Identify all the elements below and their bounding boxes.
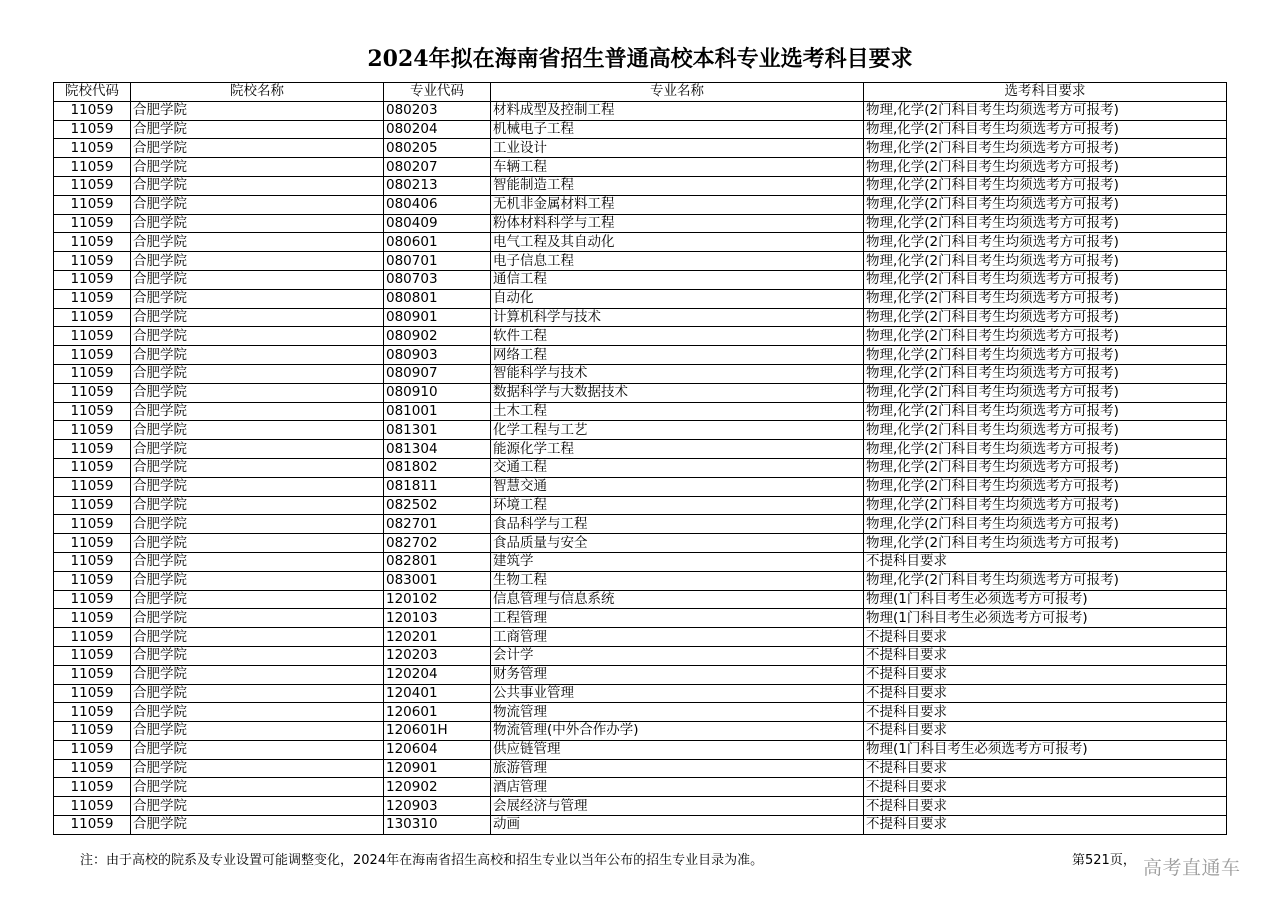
table-row [54, 176, 1227, 195]
table-row [54, 609, 1227, 628]
school-name-cell: 合肥学院 [131, 477, 384, 496]
major-code-cell: 082702 [384, 534, 491, 553]
table-row [54, 346, 1227, 365]
major-name-cell: 环境工程 [491, 496, 864, 515]
major-code-cell: 081001 [384, 402, 491, 421]
subject-requirement-cell: 物理,化学(2门科目考生均须选考方可报考) [864, 195, 1227, 214]
school-name-cell: 合肥学院 [131, 120, 384, 139]
header-major-code: 专业代码 [384, 83, 491, 102]
subject-requirement-cell: 物理,化学(2门科目考生均须选考方可报考) [864, 534, 1227, 553]
table-row [54, 120, 1227, 139]
header-subject-requirement: 选考科目要求 [864, 83, 1227, 102]
school-name-cell: 合肥学院 [131, 722, 384, 741]
table-row [54, 158, 1227, 177]
major-name-cell: 工商管理 [491, 628, 864, 647]
school-code-cell: 11059 [54, 402, 131, 421]
major-code-cell: 080409 [384, 214, 491, 233]
major-name-cell: 会计学 [491, 646, 864, 665]
subject-requirement-cell: 物理,化学(2门科目考生均须选考方可报考) [864, 440, 1227, 459]
major-name-cell: 公共事业管理 [491, 684, 864, 703]
school-code-cell: 11059 [54, 797, 131, 816]
subject-requirement-cell: 不提科目要求 [864, 703, 1227, 722]
school-name-cell: 合肥学院 [131, 214, 384, 233]
major-name-cell: 信息管理与信息系统 [491, 590, 864, 609]
major-code-cell: 080204 [384, 120, 491, 139]
school-code-cell: 11059 [54, 327, 131, 346]
school-code-cell: 11059 [54, 665, 131, 684]
school-code-cell: 11059 [54, 139, 131, 158]
subject-requirement-cell: 物理,化学(2门科目考生均须选考方可报考) [864, 214, 1227, 233]
major-name-cell: 车辆工程 [491, 158, 864, 177]
school-name-cell: 合肥学院 [131, 270, 384, 289]
table-row [54, 402, 1227, 421]
table-row [54, 233, 1227, 252]
major-code-cell: 120204 [384, 665, 491, 684]
major-name-cell: 物流管理(中外合作办学) [491, 722, 864, 741]
subject-requirement-cell: 物理,化学(2门科目考生均须选考方可报考) [864, 458, 1227, 477]
header-row [54, 83, 1227, 102]
table-row [54, 740, 1227, 759]
table-row [54, 308, 1227, 327]
table-row [54, 195, 1227, 214]
subject-requirement-cell: 物理,化学(2门科目考生均须选考方可报考) [864, 233, 1227, 252]
table-row [54, 327, 1227, 346]
major-name-cell: 粉体材料科学与工程 [491, 214, 864, 233]
major-code-cell: 081811 [384, 477, 491, 496]
major-code-cell: 120102 [384, 590, 491, 609]
major-name-cell: 动画 [491, 816, 864, 835]
major-name-cell: 旅游管理 [491, 759, 864, 778]
subject-requirement-cell: 物理,化学(2门科目考生均须选考方可报考) [864, 120, 1227, 139]
school-code-cell: 11059 [54, 308, 131, 327]
school-code-cell: 11059 [54, 440, 131, 459]
school-name-cell: 合肥学院 [131, 703, 384, 722]
subject-requirement-cell: 不提科目要求 [864, 628, 1227, 647]
footnote: 注：由于高校的院系及专业设置可能调整变化，2024年在海南省招生高校和招生专业以当年公布的招生专业目录为准。 [80, 853, 764, 868]
school-name-cell: 合肥学院 [131, 684, 384, 703]
subject-requirement-cell: 物理,化学(2门科目考生均须选考方可报考) [864, 346, 1227, 365]
school-code-cell: 11059 [54, 195, 131, 214]
header-major-name: 专业名称 [491, 83, 864, 102]
major-name-cell: 工程管理 [491, 609, 864, 628]
school-name-cell: 合肥学院 [131, 195, 384, 214]
major-code-cell: 120103 [384, 609, 491, 628]
major-name-cell: 自动化 [491, 289, 864, 308]
major-code-cell: 080907 [384, 364, 491, 383]
major-name-cell: 计算机科学与技术 [491, 308, 864, 327]
table-row [54, 383, 1227, 402]
subject-requirement-cell: 物理,化学(2门科目考生均须选考方可报考) [864, 364, 1227, 383]
school-code-cell: 11059 [54, 346, 131, 365]
subject-requirement-cell: 不提科目要求 [864, 759, 1227, 778]
subject-requirement-cell: 物理,化学(2门科目考生均须选考方可报考) [864, 158, 1227, 177]
subject-requirement-cell: 不提科目要求 [864, 722, 1227, 741]
major-name-cell: 化学工程与工艺 [491, 421, 864, 440]
school-name-cell: 合肥学院 [131, 101, 384, 120]
table-row [54, 440, 1227, 459]
table-row [54, 552, 1227, 571]
major-name-cell: 食品科学与工程 [491, 515, 864, 534]
major-code-cell: 082502 [384, 496, 491, 515]
header-school-code: 院校代码 [54, 83, 131, 102]
school-name-cell: 合肥学院 [131, 646, 384, 665]
subject-requirement-cell: 物理,化学(2门科目考生均须选考方可报考) [864, 571, 1227, 590]
school-name-cell: 合肥学院 [131, 628, 384, 647]
school-name-cell: 合肥学院 [131, 816, 384, 835]
table-row [54, 139, 1227, 158]
table-row [54, 515, 1227, 534]
school-name-cell: 合肥学院 [131, 665, 384, 684]
school-code-cell: 11059 [54, 703, 131, 722]
major-code-cell: 130310 [384, 816, 491, 835]
major-code-cell: 120201 [384, 628, 491, 647]
table-row [54, 590, 1227, 609]
major-name-cell: 工业设计 [491, 139, 864, 158]
requirements-table [53, 82, 1227, 835]
page-title: 2024年拟在海南省招生普通高校本科专业选考科目要求 [367, 46, 913, 72]
school-code-cell: 11059 [54, 289, 131, 308]
subject-requirement-cell: 物理,化学(2门科目考生均须选考方可报考) [864, 383, 1227, 402]
subject-requirement-cell: 不提科目要求 [864, 778, 1227, 797]
subject-requirement-cell: 物理,化学(2门科目考生均须选考方可报考) [864, 101, 1227, 120]
school-code-cell: 11059 [54, 609, 131, 628]
major-name-cell: 软件工程 [491, 327, 864, 346]
page-number: 第521页， [1072, 853, 1136, 868]
school-name-cell: 合肥学院 [131, 609, 384, 628]
table-row [54, 458, 1227, 477]
school-name-cell: 合肥学院 [131, 496, 384, 515]
major-name-cell: 数据科学与大数据技术 [491, 383, 864, 402]
school-code-cell: 11059 [54, 740, 131, 759]
school-code-cell: 11059 [54, 270, 131, 289]
subject-requirement-cell: 不提科目要求 [864, 684, 1227, 703]
major-code-cell: 080701 [384, 252, 491, 271]
school-code-cell: 11059 [54, 120, 131, 139]
school-code-cell: 11059 [54, 646, 131, 665]
school-name-cell: 合肥学院 [131, 308, 384, 327]
table-row [54, 571, 1227, 590]
major-code-cell: 080703 [384, 270, 491, 289]
major-code-cell: 120901 [384, 759, 491, 778]
subject-requirement-cell: 不提科目要求 [864, 552, 1227, 571]
school-name-cell: 合肥学院 [131, 158, 384, 177]
school-code-cell: 11059 [54, 496, 131, 515]
major-name-cell: 财务管理 [491, 665, 864, 684]
school-name-cell: 合肥学院 [131, 421, 384, 440]
school-name-cell: 合肥学院 [131, 515, 384, 534]
school-name-cell: 合肥学院 [131, 534, 384, 553]
major-name-cell: 食品质量与安全 [491, 534, 864, 553]
major-code-cell: 120902 [384, 778, 491, 797]
major-name-cell: 交通工程 [491, 458, 864, 477]
table-row [54, 722, 1227, 741]
major-code-cell: 080910 [384, 383, 491, 402]
major-code-cell: 120401 [384, 684, 491, 703]
subject-requirement-cell: 物理,化学(2门科目考生均须选考方可报考) [864, 477, 1227, 496]
table-row [54, 214, 1227, 233]
school-name-cell: 合肥学院 [131, 759, 384, 778]
major-code-cell: 080903 [384, 346, 491, 365]
school-code-cell: 11059 [54, 552, 131, 571]
major-name-cell: 电气工程及其自动化 [491, 233, 864, 252]
major-name-cell: 材料成型及控制工程 [491, 101, 864, 120]
subject-requirement-cell: 物理(1门科目考生必须选考方可报考) [864, 590, 1227, 609]
major-name-cell: 物流管理 [491, 703, 864, 722]
subject-requirement-cell: 物理(1门科目考生必须选考方可报考) [864, 609, 1227, 628]
school-code-cell: 11059 [54, 176, 131, 195]
school-name-cell: 合肥学院 [131, 571, 384, 590]
major-name-cell: 供应链管理 [491, 740, 864, 759]
school-code-cell: 11059 [54, 383, 131, 402]
major-code-cell: 080213 [384, 176, 491, 195]
school-name-cell: 合肥学院 [131, 402, 384, 421]
major-code-cell: 080801 [384, 289, 491, 308]
school-name-cell: 合肥学院 [131, 364, 384, 383]
major-code-cell: 120604 [384, 740, 491, 759]
school-code-cell: 11059 [54, 477, 131, 496]
school-name-cell: 合肥学院 [131, 383, 384, 402]
table-row [54, 646, 1227, 665]
table-row [54, 703, 1227, 722]
subject-requirement-cell: 物理,化学(2门科目考生均须选考方可报考) [864, 515, 1227, 534]
table-row [54, 797, 1227, 816]
school-code-cell: 11059 [54, 101, 131, 120]
major-name-cell: 建筑学 [491, 552, 864, 571]
major-code-cell: 120601 [384, 703, 491, 722]
school-name-cell: 合肥学院 [131, 289, 384, 308]
school-code-cell: 11059 [54, 534, 131, 553]
header-school-name: 院校名称 [131, 83, 384, 102]
school-code-cell: 11059 [54, 233, 131, 252]
school-code-cell: 11059 [54, 628, 131, 647]
school-name-cell: 合肥学院 [131, 778, 384, 797]
major-code-cell: 080406 [384, 195, 491, 214]
table-row [54, 665, 1227, 684]
table-row [54, 534, 1227, 553]
subject-requirement-cell: 物理,化学(2门科目考生均须选考方可报考) [864, 176, 1227, 195]
school-name-cell: 合肥学院 [131, 346, 384, 365]
subject-requirement-cell: 物理,化学(2门科目考生均须选考方可报考) [864, 252, 1227, 271]
table-row [54, 289, 1227, 308]
school-code-cell: 11059 [54, 684, 131, 703]
school-name-cell: 合肥学院 [131, 552, 384, 571]
table-row [54, 759, 1227, 778]
major-name-cell: 无机非金属材料工程 [491, 195, 864, 214]
subject-requirement-cell: 物理,化学(2门科目考生均须选考方可报考) [864, 421, 1227, 440]
major-code-cell: 081802 [384, 458, 491, 477]
school-name-cell: 合肥学院 [131, 797, 384, 816]
major-code-cell: 083001 [384, 571, 491, 590]
table-row [54, 778, 1227, 797]
major-code-cell: 080203 [384, 101, 491, 120]
major-code-cell: 080901 [384, 308, 491, 327]
school-code-cell: 11059 [54, 722, 131, 741]
major-name-cell: 通信工程 [491, 270, 864, 289]
major-code-cell: 080601 [384, 233, 491, 252]
school-name-cell: 合肥学院 [131, 176, 384, 195]
school-name-cell: 合肥学院 [131, 327, 384, 346]
school-code-cell: 11059 [54, 252, 131, 271]
major-code-cell: 081304 [384, 440, 491, 459]
table-row [54, 496, 1227, 515]
subject-requirement-cell: 物理,化学(2门科目考生均须选考方可报考) [864, 139, 1227, 158]
table-row [54, 421, 1227, 440]
major-code-cell: 081301 [384, 421, 491, 440]
school-name-cell: 合肥学院 [131, 252, 384, 271]
subject-requirement-cell: 不提科目要求 [864, 816, 1227, 835]
subject-requirement-cell: 物理,化学(2门科目考生均须选考方可报考) [864, 308, 1227, 327]
school-name-cell: 合肥学院 [131, 740, 384, 759]
watermark: 高考直通车 [1143, 857, 1241, 879]
major-name-cell: 会展经济与管理 [491, 797, 864, 816]
school-code-cell: 11059 [54, 364, 131, 383]
major-code-cell: 120203 [384, 646, 491, 665]
table-row [54, 628, 1227, 647]
major-name-cell: 电子信息工程 [491, 252, 864, 271]
major-code-cell: 080902 [384, 327, 491, 346]
major-name-cell: 酒店管理 [491, 778, 864, 797]
school-code-cell: 11059 [54, 158, 131, 177]
school-code-cell: 11059 [54, 590, 131, 609]
school-name-cell: 合肥学院 [131, 458, 384, 477]
school-code-cell: 11059 [54, 571, 131, 590]
school-code-cell: 11059 [54, 778, 131, 797]
major-name-cell: 智能科学与技术 [491, 364, 864, 383]
major-code-cell: 120601H [384, 722, 491, 741]
table-row [54, 364, 1227, 383]
major-name-cell: 网络工程 [491, 346, 864, 365]
major-name-cell: 能源化学工程 [491, 440, 864, 459]
subject-requirement-cell: 物理(1门科目考生必须选考方可报考) [864, 740, 1227, 759]
subject-requirement-cell: 物理,化学(2门科目考生均须选考方可报考) [864, 270, 1227, 289]
school-code-cell: 11059 [54, 515, 131, 534]
school-code-cell: 11059 [54, 759, 131, 778]
school-name-cell: 合肥学院 [131, 139, 384, 158]
subject-requirement-cell: 物理,化学(2门科目考生均须选考方可报考) [864, 402, 1227, 421]
subject-requirement-cell: 物理,化学(2门科目考生均须选考方可报考) [864, 496, 1227, 515]
major-code-cell: 082801 [384, 552, 491, 571]
table-row [54, 101, 1227, 120]
major-code-cell: 120903 [384, 797, 491, 816]
table-row [54, 684, 1227, 703]
major-code-cell: 080207 [384, 158, 491, 177]
school-name-cell: 合肥学院 [131, 590, 384, 609]
major-code-cell: 080205 [384, 139, 491, 158]
major-code-cell: 082701 [384, 515, 491, 534]
school-name-cell: 合肥学院 [131, 440, 384, 459]
major-name-cell: 土木工程 [491, 402, 864, 421]
table-row [54, 816, 1227, 835]
subject-requirement-cell: 物理,化学(2门科目考生均须选考方可报考) [864, 327, 1227, 346]
major-name-cell: 生物工程 [491, 571, 864, 590]
table-row [54, 252, 1227, 271]
major-name-cell: 机械电子工程 [491, 120, 864, 139]
subject-requirement-cell: 不提科目要求 [864, 646, 1227, 665]
school-name-cell: 合肥学院 [131, 233, 384, 252]
school-code-cell: 11059 [54, 816, 131, 835]
school-code-cell: 11059 [54, 421, 131, 440]
subject-requirement-cell: 不提科目要求 [864, 797, 1227, 816]
subject-requirement-cell: 不提科目要求 [864, 665, 1227, 684]
subject-requirement-cell: 物理,化学(2门科目考生均须选考方可报考) [864, 289, 1227, 308]
table-row [54, 477, 1227, 496]
school-code-cell: 11059 [54, 214, 131, 233]
school-code-cell: 11059 [54, 458, 131, 477]
major-name-cell: 智能制造工程 [491, 176, 864, 195]
major-name-cell: 智慧交通 [491, 477, 864, 496]
table-row [54, 270, 1227, 289]
